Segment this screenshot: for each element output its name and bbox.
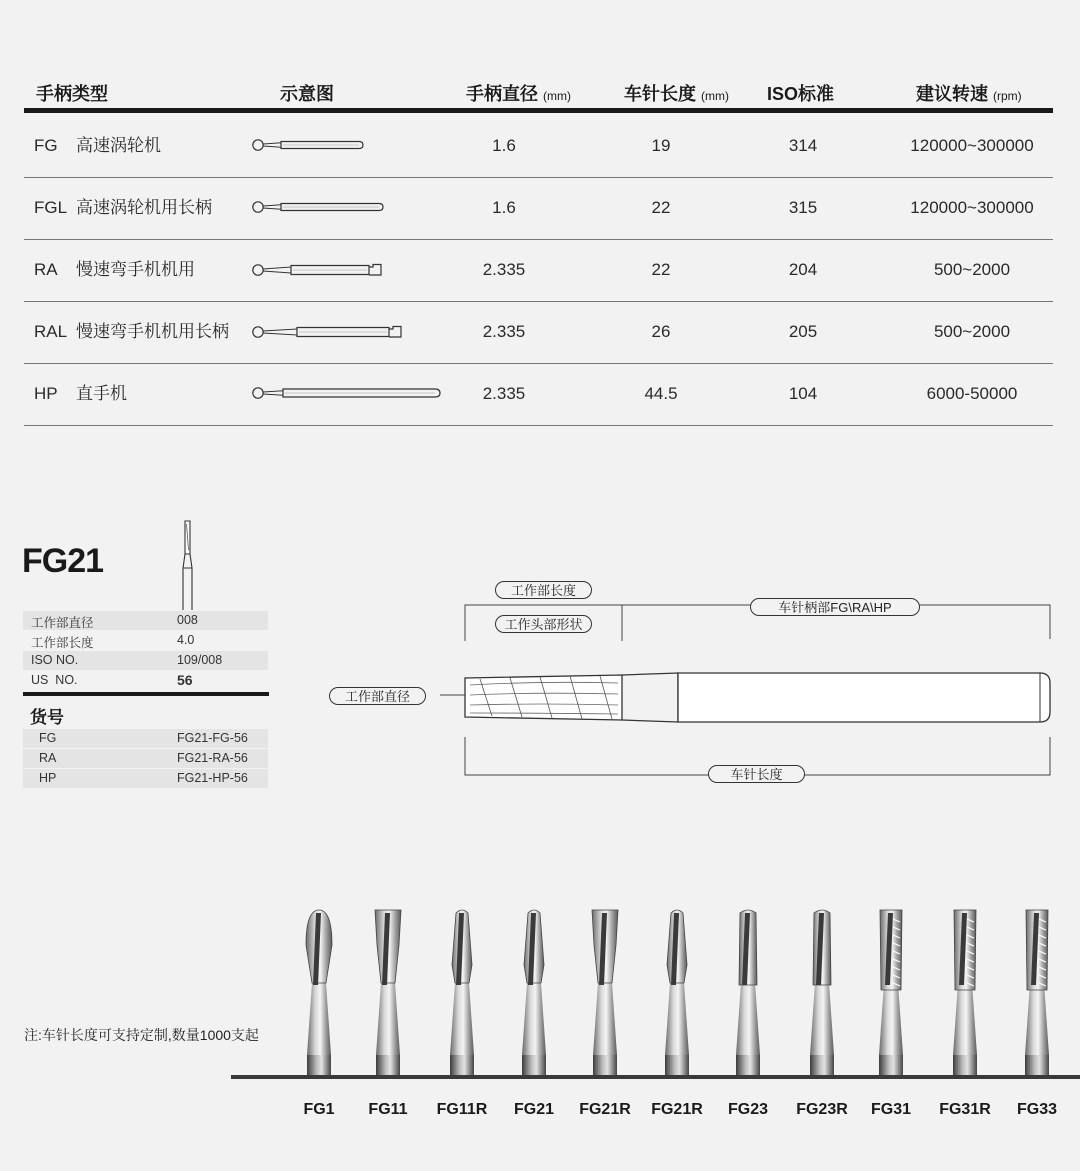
label-shank-part: 车针柄部FG\RA\HP — [750, 598, 920, 616]
bur-name-label: FG11R — [436, 1101, 488, 1118]
bur-diagram-icon — [251, 199, 391, 215]
order-row: HP FG21-HP-56 — [23, 769, 268, 788]
note-text: 注:车针长度可支持定制,数量1000支起 — [24, 1027, 259, 1043]
shank-type-cell: FGL 高速涡轮机用长柄 — [34, 198, 212, 217]
table-row — [24, 239, 1053, 302]
iso-cell: 104 — [788, 384, 818, 403]
diameter-cell: 2.335 — [482, 260, 526, 279]
length-cell: 26 — [651, 322, 671, 341]
table-row — [24, 301, 1053, 364]
length-cell: 22 — [651, 198, 671, 217]
iso-cell: 315 — [788, 198, 818, 217]
iso-cell: 314 — [788, 136, 818, 155]
prop-row-working-length: 工作部长度 4.0 — [31, 633, 195, 650]
iso-cell: 204 — [788, 260, 818, 279]
header-diagram: 示意图 — [280, 84, 334, 104]
prop-row-working-diameter: 工作部直径 008 — [23, 611, 268, 630]
bur-name-label: FG23R — [796, 1101, 848, 1118]
bur-name-label: FG31R — [939, 1101, 991, 1118]
bur-diagram-icon — [251, 137, 371, 153]
bur-diagram-icon — [251, 323, 411, 341]
shank-type-cell: RA 慢速弯手机机用 — [34, 260, 195, 279]
speed-cell: 500~2000 — [933, 260, 1011, 279]
lineup-baseline — [231, 1075, 1080, 1079]
header-shank-diameter: 手柄直径 (mm) — [466, 84, 571, 104]
label-working-diameter: 工作部直径 — [329, 687, 426, 705]
shank-type-cell: FG 高速涡轮机 — [34, 136, 161, 155]
bur-diagram-icon — [251, 261, 391, 279]
order-number-title: 货号 — [30, 708, 64, 727]
bur-image — [736, 910, 760, 1075]
table-row — [24, 363, 1053, 426]
header-speed: 建议转速 (rpm) — [916, 84, 1022, 104]
order-row: FG FG21-FG-56 — [23, 729, 268, 748]
speed-cell: 500~2000 — [933, 322, 1011, 341]
length-cell: 44.5 — [644, 384, 678, 403]
label-working-length: 工作部长度 — [495, 581, 592, 599]
bur-image — [953, 910, 977, 1075]
speed-cell: 6000-50000 — [926, 384, 1018, 403]
shank-type-cell: RAL 慢速弯手机机用长柄 — [34, 322, 229, 341]
label-head-shape: 工作头部形状 — [495, 615, 592, 633]
bur-image — [306, 910, 332, 1075]
bur-image — [522, 910, 546, 1075]
bur-image — [450, 910, 474, 1075]
bur-diagram-icon — [251, 385, 447, 401]
header-rule — [24, 108, 1053, 113]
diameter-cell: 1.6 — [492, 198, 516, 217]
speed-cell: 120000~300000 — [910, 136, 1034, 155]
bur-image — [592, 910, 618, 1075]
label-bur-length: 车针长度 — [708, 765, 805, 783]
table-row — [24, 177, 1053, 240]
bur-name-label: FG21 — [513, 1101, 554, 1118]
bur-image — [1025, 910, 1049, 1075]
model-title: FG21 — [22, 542, 104, 580]
prop-row-iso-no: ISO NO. 109/008 — [23, 651, 268, 670]
bur-image — [375, 910, 401, 1075]
diameter-cell: 1.6 — [492, 136, 516, 155]
section-rule — [23, 692, 269, 696]
iso-cell: 205 — [788, 322, 818, 341]
bur-name-label: FG23 — [727, 1101, 768, 1118]
header-bur-length: 车针长度 (mm) — [624, 84, 729, 104]
shank-type-cell: HP 直手机 — [34, 384, 127, 403]
order-row: RA FG21-RA-56 — [23, 749, 268, 768]
prop-row-us-no: US NO. 56 — [31, 672, 193, 688]
length-cell: 22 — [651, 260, 671, 279]
speed-cell: 120000~300000 — [910, 198, 1034, 217]
bur-name-label: FG33 — [1016, 1101, 1057, 1118]
length-cell: 19 — [651, 136, 671, 155]
bur-image — [810, 910, 834, 1075]
diameter-cell: 2.335 — [482, 384, 526, 403]
header-iso: ISO标准 — [767, 84, 835, 104]
bur-name-label: FG1 — [303, 1101, 335, 1118]
bur-thumbnail-icon — [178, 518, 198, 612]
bur-name-label: FG21R — [579, 1101, 631, 1118]
bur-image — [665, 910, 689, 1075]
bur-name-label: FG31 — [870, 1101, 911, 1118]
bur-name-label: FG11 — [368, 1101, 408, 1118]
header-shank-type: 手柄类型 — [36, 84, 108, 104]
bur-name-label: FG21R — [651, 1101, 703, 1118]
bur-image — [879, 910, 903, 1075]
table-row — [24, 115, 1053, 178]
bur-lineup-photo — [231, 905, 1080, 1077]
diameter-cell: 2.335 — [482, 322, 526, 341]
